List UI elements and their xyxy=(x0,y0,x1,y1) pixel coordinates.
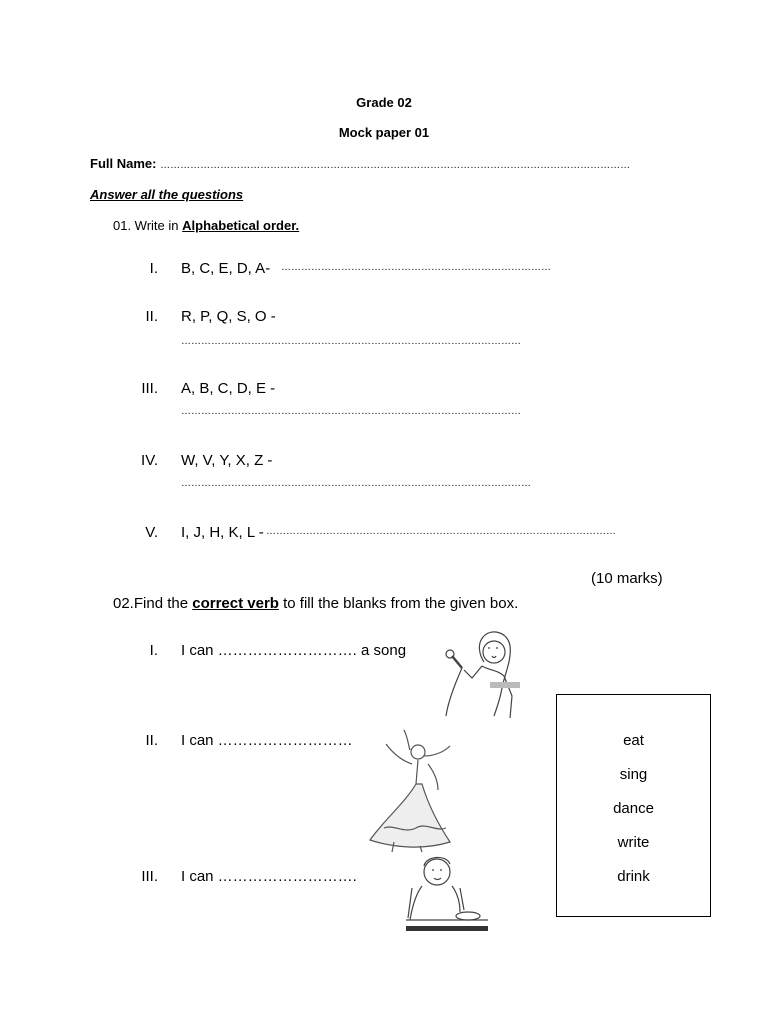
q2-item-number: II. xyxy=(145,732,158,749)
q1-emphasis: Alphabetical order. xyxy=(182,218,300,233)
word-box-item: drink xyxy=(617,868,650,885)
marks-label: (10 marks) xyxy=(591,570,663,587)
q2-item-text: I can ………………………. a song xyxy=(181,642,407,659)
instruction-text: Answer all the questions xyxy=(90,187,244,202)
full-name-label: Full Name: xyxy=(90,156,157,171)
full-name-row xyxy=(90,156,630,171)
q1-item-text: B, C, E, D, A- xyxy=(181,260,271,277)
q1-answer-blank[interactable]: ………………………………………………………………………………………… xyxy=(181,336,521,347)
q1-item-number: I. xyxy=(149,260,158,277)
full-name-blank[interactable]: …………………………………………………………………………………………………………………………… xyxy=(160,160,631,171)
q1-answer-blank[interactable]: ………………………………………………………………………………………… xyxy=(181,406,521,417)
q2-emphasis: correct verb xyxy=(192,595,279,612)
q1-answer-blank[interactable]: …………………………………………………………………………………………… xyxy=(181,478,531,489)
word-box-item: eat xyxy=(623,732,644,749)
q2-item-text: I can ……………………… xyxy=(181,732,353,749)
q1-item-text: W, V, Y, X, Z - xyxy=(181,452,273,469)
q1-item-number: V. xyxy=(145,524,158,541)
q1-item-text: A, B, C, D, E - xyxy=(181,380,276,397)
q1-answer-blank[interactable]: …………………………………………………………………………………………… xyxy=(266,526,616,537)
q1-item-text: I, J, H, K, L - xyxy=(181,524,264,541)
q2-item-text: I can ………………………. xyxy=(181,868,357,885)
word-box-item: sing xyxy=(619,766,648,783)
q1-item-number: II. xyxy=(145,308,158,325)
dancing-girl-illustration xyxy=(364,724,468,854)
q2-item-number: I. xyxy=(149,642,158,659)
q1-item-number: III. xyxy=(141,380,158,397)
q2-item-number: III. xyxy=(141,868,158,885)
paper-heading: Mock paper 01 xyxy=(338,125,430,140)
q1-item-text: R, P, Q, S, O - xyxy=(181,308,276,325)
word-box-item: dance xyxy=(613,800,654,817)
q1-prefix: 01. Write in xyxy=(113,218,179,233)
word-box xyxy=(556,694,711,917)
q1-answer-blank[interactable]: ……………………………………………………………………… xyxy=(281,262,551,273)
q2-heading xyxy=(113,595,518,612)
q1-item-number: IV. xyxy=(141,452,158,469)
q1-heading xyxy=(113,218,299,233)
word-box-item: write xyxy=(617,834,650,851)
q2-prefix: 02.Find the xyxy=(113,595,189,612)
boy-eating-illustration xyxy=(402,852,492,932)
singing-girl-illustration xyxy=(432,626,528,718)
grade-heading: Grade 02 xyxy=(356,95,412,110)
q2-suffix: to fill the blanks from the given box. xyxy=(283,595,519,612)
